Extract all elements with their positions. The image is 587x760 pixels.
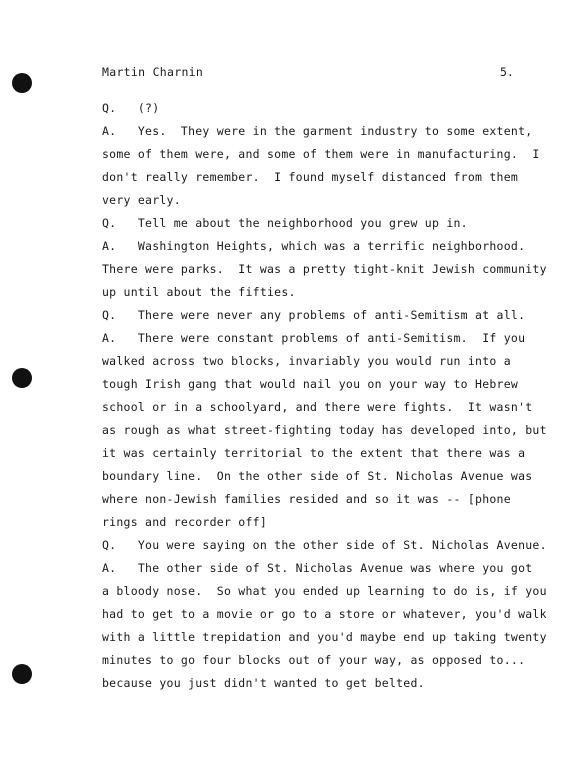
transcript-line: A. Yes. They were in the garment industry to some extent, [102,124,533,138]
punch-hole-top [12,73,32,93]
header-interviewee-name: Martin Charnin [102,65,204,79]
transcript-line: minutes to go four blocks out of your way, as opposed to... [102,653,526,667]
punch-hole-middle [12,368,32,388]
transcript-line: very early. [102,193,181,207]
transcript-line: school or in a schoolyard, and there were fights. It wasn't [102,400,533,414]
transcript-line: boundary line. On the other side of St. Nicholas Avenue was [102,469,533,483]
transcript-line: Q. Tell me about the neighborhood you grew up in. [102,216,468,230]
transcript-line: don't really remember. I found myself distanced from them [102,170,519,184]
transcript-line: tough Irish gang that would nail you on your way to Hebrew [102,377,519,391]
transcript-line: rings and recorder off] [102,515,267,529]
transcript-line: where non-Jewish families resided and so it was -- [phone [102,492,511,506]
transcript-line: a bloody nose. So what you ended up learning to do is, if you [102,584,547,598]
transcript-line: Q. You were saying on the other side of St. Nicholas Avenue. [102,538,547,552]
transcript-line: Q. (?) [102,101,160,115]
transcript-line: A. There were constant problems of anti-Semitism. If you [102,331,526,345]
punch-hole-bottom [12,664,32,684]
transcript-line: because you just didn't wanted to get belted. [102,676,425,690]
transcript-line: A. Washington Heights, which was a terrific neighborhood. [102,239,526,253]
transcript-line: with a little trepidation and you'd maybe end up taking twenty [102,630,547,644]
transcript-line: had to get to a movie or go to a store or whatever, you'd walk [102,607,547,621]
transcript-line: A. The other side of St. Nicholas Avenue was where you got [102,561,533,575]
transcript-line: as rough as what street-fighting today has developed into, but [102,423,547,437]
header-page-number: 5. [500,65,514,79]
transcript-line: some of them were, and some of them were in manufacturing. I [102,147,540,161]
transcript-line: it was certainly territorial to the extent that there was a [102,446,526,460]
transcript-line: up until about the fifties. [102,285,296,299]
transcript-line: Q. There were never any problems of anti-Semitism at all. [102,308,526,322]
transcript-line: walked across two blocks, invariably you would run into a [102,354,511,368]
transcript-line: There were parks. It was a pretty tight-knit Jewish community [102,262,547,276]
